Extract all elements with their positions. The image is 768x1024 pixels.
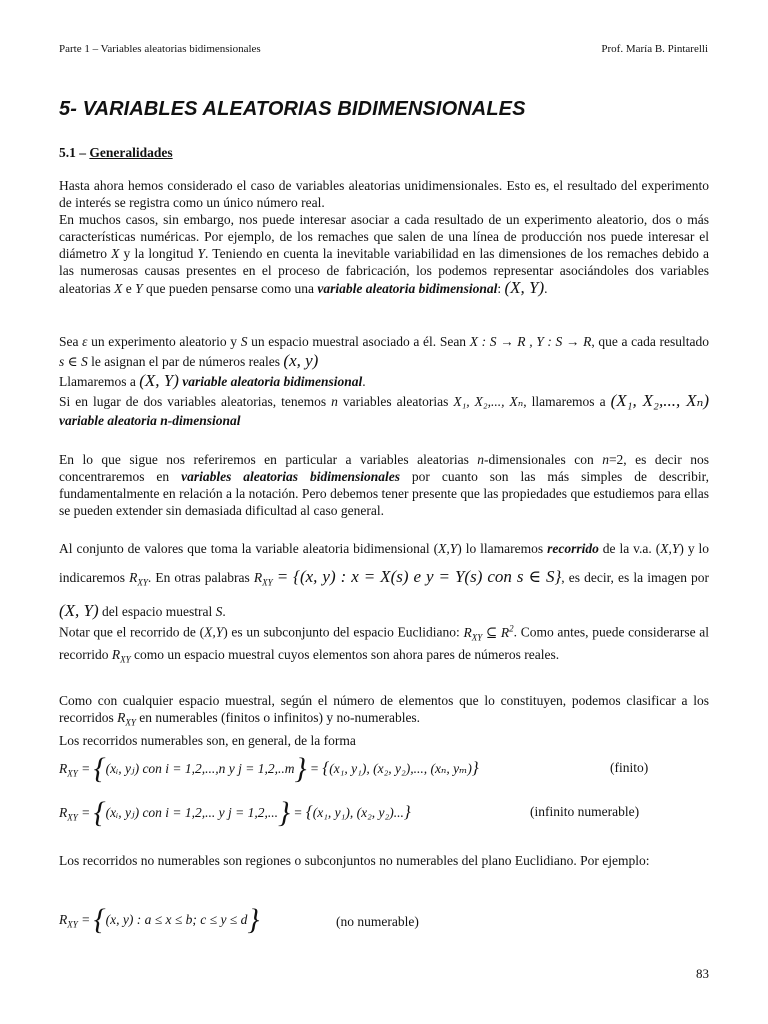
euclid-text-2: ) es un subconjunto del espacio Euclidiano: <box>223 624 460 640</box>
math-R: R <box>117 710 126 725</box>
math-set-definition: = {(x, y) : x = X(s) e y = Y(s) con s ∈ S} <box>276 567 562 586</box>
def-text-5: le asignan el par de números reales <box>91 354 281 369</box>
equation-tag-finite: (finito) <box>610 760 649 775</box>
math-S: S <box>215 603 223 619</box>
range-text-2: ) lo llamaremos <box>457 541 544 556</box>
math-pair-XY: (X, Y) <box>139 371 179 390</box>
paragraph-euclidean <box>59 619 709 669</box>
chapter-title: 5- VARIABLES ALEATORIAS BIDIMENSIONALES <box>59 98 526 120</box>
intro-text-4: e <box>125 281 132 296</box>
focus-text-4: por cuanto son las más simples de describir, fundamentalmente en relación a la notación. Pero debemos tener presente que las propiedades que estudiemos para ellas se pueden extender sin demasiada dificultad al caso general. <box>59 469 709 518</box>
math-pair-XY: (X, Y) <box>59 600 99 620</box>
period: . <box>222 603 226 619</box>
math-S: S <box>240 334 248 349</box>
intro-text-1: En muchos casos, sin embargo, nos puede interesar asociar a cada resultado de un experimento aleatorio, dos o más características numéricas. Por ejemplo, de los remaches que salen de una línea de producción nos puede interesar el diámetro <box>59 212 709 261</box>
section-heading <box>59 145 173 161</box>
equation-tag-uncountable: (no numerable) <box>336 914 419 929</box>
math-superscript-2: 2 <box>509 623 514 633</box>
class-text-2: en numerables (finitos o infinitos) y no-numerables. <box>139 710 421 725</box>
math-subscript-XY: XY <box>67 812 78 823</box>
math-XY: X,Y <box>660 541 680 556</box>
equation-tag-infinite: (infinito numerable) <box>530 804 640 819</box>
intro-sentence: Hasta ahora hemos considerado el caso de variables aleatorias unidimensionales. Esto es, el resultado del experimento de interés se registra como un único número real. <box>59 178 709 210</box>
math-variables-list: X₁, X₂,..., Xₙ <box>453 394 524 409</box>
section-name: Generalidades <box>89 145 173 160</box>
paragraph-focus <box>59 451 709 519</box>
colon: : <box>497 281 502 296</box>
math-subscript-XY: XY <box>262 577 273 588</box>
brace-open: { <box>93 796 106 829</box>
math-Rxy <box>117 710 136 728</box>
math-pair-XY: (X, Y) <box>504 278 545 297</box>
math-X: X <box>114 281 123 296</box>
term-bidimensional: variable aleatoria bidimensional <box>182 374 363 389</box>
intro-text-5: que pueden pensarse como una <box>146 281 314 296</box>
range-text-5: . En otras palabras <box>147 570 250 585</box>
term-bidimensional-plural: variables aleatorias bidimensionales <box>181 469 400 484</box>
def-text-4: , que a cada resultado <box>591 334 710 349</box>
equation-finite-rhs: (x₁, y₁), (x₂, y₂),..., (xₙ, yₘ) <box>329 761 472 776</box>
equation-finite-body: (xᵢ, yⱼ) con i = 1,2,...,n y j = 1,2,..m <box>105 761 295 776</box>
math-R: R <box>59 912 68 927</box>
math-n: n <box>331 394 338 409</box>
def-text-9: , llamaremos a <box>523 394 606 409</box>
math-tuple: (X₁, X₂,..., Xₙ) <box>610 391 710 410</box>
term-n-dimensional: variable aleatoria n-dimensional <box>59 413 241 428</box>
math-Rxy <box>111 647 131 665</box>
math-subset-R2 <box>463 623 514 643</box>
class-text-3: Los recorridos numerables son, en general, de la forma <box>59 732 356 748</box>
page-number: 83 <box>696 966 709 981</box>
math-X: X <box>111 246 120 261</box>
def-text-7: Si en lugar de dos variables aleatorias, tenemos <box>59 394 327 409</box>
math-Y: Y <box>197 246 206 261</box>
paragraph-uncountable: Los recorridos no numerables son regiones o subconjuntos no numerables del plano Euclidiano. Por ejemplo: <box>59 853 650 868</box>
term-recorrido: recorrido <box>547 541 599 556</box>
equation-infinite: $R_{XY}$ = {(xᵢ, yⱼ) con i = 1,2,... y j = 1,2,...} = {(x₁, y₁), (x₂, y₂)...} <box>59 796 411 829</box>
paragraph-classification <box>59 692 709 749</box>
math-XY: X,Y <box>438 541 458 556</box>
equation-finite: $R_{XY}$ = {(xᵢ, yⱼ) con i = 1,2,...,n y j = 1,2,..m} = {(x₁, y₁), (x₂, y₂),..., (xₙ, yₘ)} <box>59 752 479 785</box>
term-bidimensional: variable aleatoria bidimensional <box>317 281 498 296</box>
range-text-1: Al conjunto de valores que toma la variable aleatoria bidimensional ( <box>59 541 439 556</box>
math-subscript-XY: XY <box>120 654 131 665</box>
focus-text-3: =2, es decir nos concentraremos en <box>59 452 710 484</box>
math-subscript-XY: XY <box>125 717 136 728</box>
math-subscript-XY: XY <box>67 768 78 779</box>
euclid-text-3: . Como antes, puede considerarse al recorrido <box>59 624 710 663</box>
brace-open-small: { <box>322 758 330 777</box>
math-subscript-XY: XY <box>67 919 78 930</box>
math-R: R <box>463 624 472 640</box>
math-mappings: X : S → R , Y : S → R <box>469 334 592 349</box>
section-number: 5.1 – <box>59 145 86 160</box>
math-R: R <box>59 761 68 776</box>
intro-text-2: y la longitud <box>123 246 194 261</box>
range-text-3: de la v.a. ( <box>602 541 661 556</box>
def-text-6: Llamaremos a <box>59 374 136 389</box>
def-text-2: un experimento aleatorio y <box>91 334 238 349</box>
brace-close: } <box>278 796 291 829</box>
math-Rxy-definition <box>253 567 562 588</box>
def-text-8: variables aleatorias <box>342 394 449 409</box>
range-text-7: del espacio muestral <box>102 603 213 619</box>
math-epsilon: ε <box>82 334 88 349</box>
class-text-1: Como con cualquier espacio muestral, según el número de elementos que lo constituyen, podemos clasificar a los recorridos <box>59 693 709 725</box>
math-n: n <box>477 452 485 467</box>
math-R: R <box>253 570 263 585</box>
intro-text-3: . Teniendo en cuenta la inevitable variabilidad en las dimensiones de los remaches debido a las numerosas causas presentes en el proceso de fabricación, los podemos representar asociándoles dos variables aleatorias <box>59 246 710 296</box>
equation-uncountable: $R_{XY} = \{(x$, y) : a ≤ x ≤ b; c ≤ y ≤ d} <box>59 903 260 936</box>
math-Rxy <box>129 570 148 588</box>
equation-infinite-body: (xᵢ, yⱼ) con i = 1,2,... y j = 1,2,... <box>105 805 279 820</box>
math-R: R <box>111 647 121 663</box>
math-pair-xy: (x, y) <box>283 351 319 370</box>
running-header-left: Parte 1 – Variables aleatorias bidimensionales <box>59 43 261 55</box>
range-text-6: , es decir, es la imagen por <box>561 570 710 585</box>
brace-open: { <box>93 752 106 785</box>
brace-close: } <box>247 903 260 936</box>
math-subset-of-R: ⊆ R <box>485 624 510 640</box>
math-subscript-XY: XY <box>471 632 483 643</box>
period: . <box>362 374 366 389</box>
paragraph-definition <box>59 332 709 430</box>
def-text-1: Sea <box>59 334 79 349</box>
brace-open-small: { <box>305 802 313 821</box>
paragraph-range <box>59 535 709 626</box>
def-text-3: un espacio muestral asociado a él. Sean <box>251 334 467 349</box>
math-R: R <box>129 570 138 585</box>
equation-uncountable-body: (x, y) : a ≤ x ≤ b; c ≤ y ≤ d <box>105 912 248 927</box>
math-XY: X,Y <box>204 624 224 640</box>
focus-text-2: -dimensionales con <box>484 452 594 467</box>
math-subscript-XY: XY <box>137 577 148 588</box>
brace-close-small: } <box>403 802 411 821</box>
math-R: R <box>59 805 68 820</box>
brace-open: { <box>93 903 106 936</box>
running-header-right: Prof. María B. Pintarelli <box>601 43 708 55</box>
euclid-text-4: como un espacio muestral cuyos elementos son ahora pares de números reales. <box>134 647 560 663</box>
brace-close-small: } <box>471 758 479 777</box>
range-text-4: ) y lo indicaremos <box>59 541 710 585</box>
math-s-in-S: s ∈ S <box>59 354 88 369</box>
math-n: n <box>602 452 609 467</box>
focus-text-1: En lo que sigue nos referiremos en particular a variables aleatorias <box>59 452 469 467</box>
brace-close: } <box>294 752 307 785</box>
math-Y: Y <box>135 281 143 296</box>
equation-infinite-rhs: (x₁, y₁), (x₂, y₂)... <box>312 805 404 820</box>
paragraph-intro: Hasta ahora hemos considerado el caso de variables aleatorias unidimensionales. Esto es, el resultado del experimento de interés se registra como un único número real. En muchos casos, sin embargo, nos puede interesar asociar a cada resultado de un experimento aleatorio, dos o más características numéricas. Por ejemplo, de los remaches que salen de una línea de producción nos puede interesar el diámetro X y la longitud Y. Teniendo en cuenta la inevitable variabilidad en las dimensiones de los remaches debido a las numerosas causas presentes en el proceso de fabricación, los podemos representar asociándoles dos variables aleatorias X e Y que pueden pensarse como una variable aleatoria bidimensional: (X, Y). <box>59 178 710 297</box>
euclid-text-1: Notar que el recorrido de ( <box>59 624 205 640</box>
